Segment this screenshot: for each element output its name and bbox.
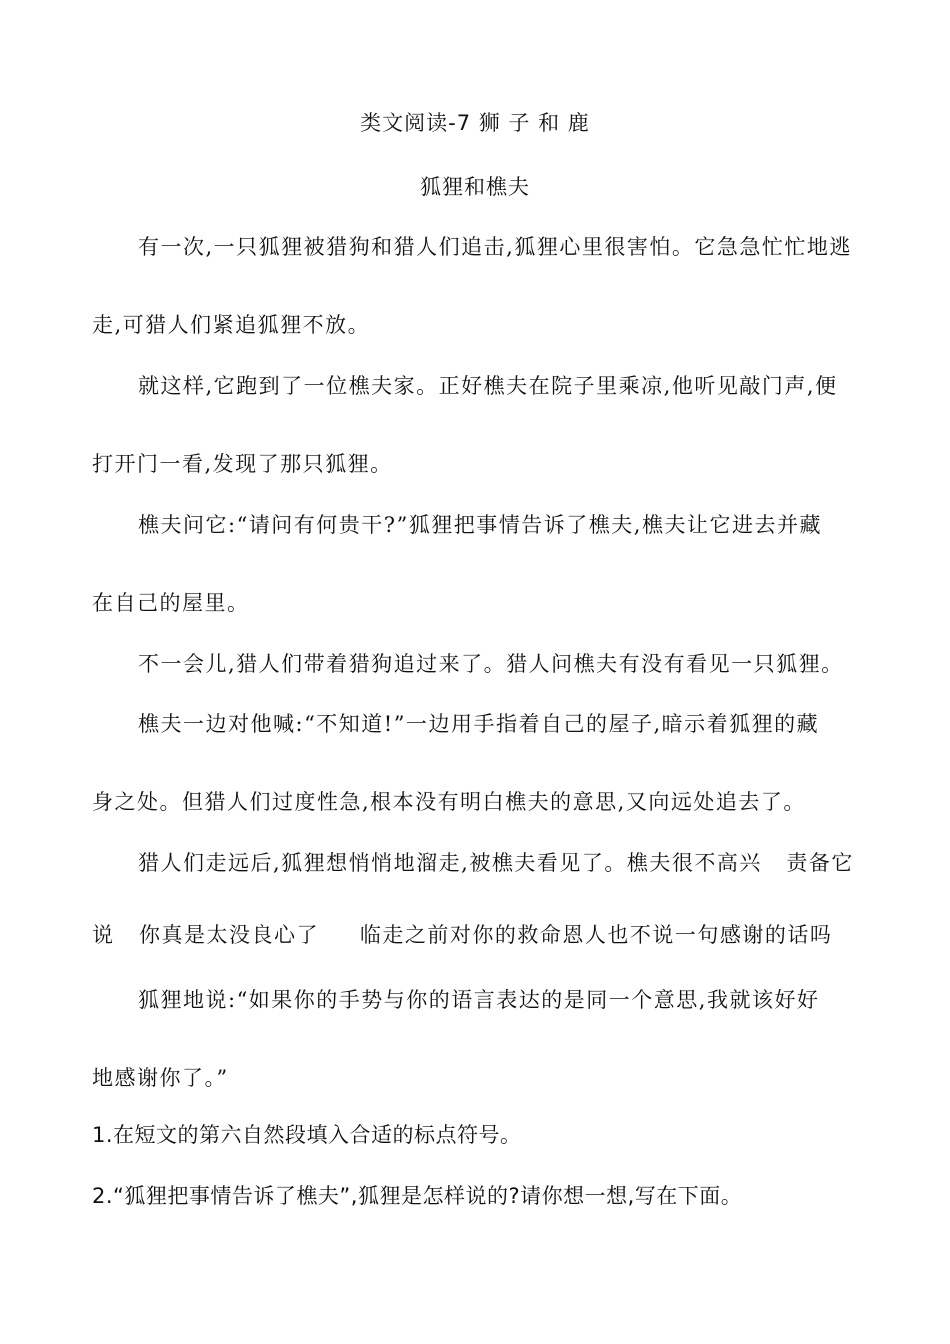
paragraph-7-line-2: 地感谢你了。”: [92, 1066, 229, 1090]
paragraph-5-line-1: 樵夫一边对他喊:“不知道!”一边用手指着自己的屋子,暗示着狐狸的藏: [138, 712, 820, 736]
paragraph-2-line-1: 就这样,它跑到了一位樵夫家。正好樵夫在院子里乘凉,他听见敲门声,便: [138, 374, 838, 398]
question-1: 1.在短文的第六自然段填入合适的标点符号。: [92, 1123, 522, 1147]
paragraph-7-line-1: 狐狸地说:“如果你的手势与你的语言表达的是同一个意思,我就该好好: [138, 988, 820, 1012]
paragraph-1-line-1: 有一次,一只狐狸被猎狗和猎人们追击,狐狸心里很害怕。它急急忙忙地逃: [138, 235, 852, 259]
story-title: 狐狸和樵夫: [420, 175, 530, 199]
paragraph-3-line-1: 樵夫问它:“请问有何贵干?”狐狸把事情告诉了樵夫,樵夫让它进去并藏: [138, 513, 822, 537]
paragraph-6-line-1: 猎人们走远后,狐狸想悄悄地溜走,被樵夫看见了。樵夫很不高兴 责备它: [138, 851, 854, 875]
page-title: 类文阅读-7 狮 子 和 鹿: [360, 111, 590, 135]
paragraph-3-line-2: 在自己的屋里。: [92, 591, 250, 615]
paragraph-6-line-2: 说 你真是太没良心了 临走之前对你的救命恩人也不说一句感谢的话吗: [92, 923, 833, 947]
paragraph-4-line-1: 不一会儿,猎人们带着猎狗追过来了。猎人问樵夫有没有看见一只狐狸。: [138, 652, 844, 676]
paragraph-5-line-2: 身之处。但猎人们过度性急,根本没有明白樵夫的意思,又向远处追去了。: [92, 790, 806, 814]
question-2: 2.“狐狸把事情告诉了樵夫”,狐狸是怎样说的?请你想一想,写在下面。: [92, 1184, 743, 1208]
paragraph-2-line-2: 打开门一看,发现了那只狐狸。: [92, 452, 393, 476]
paragraph-1-line-2: 走,可猎人们紧追狐狸不放。: [92, 313, 371, 337]
